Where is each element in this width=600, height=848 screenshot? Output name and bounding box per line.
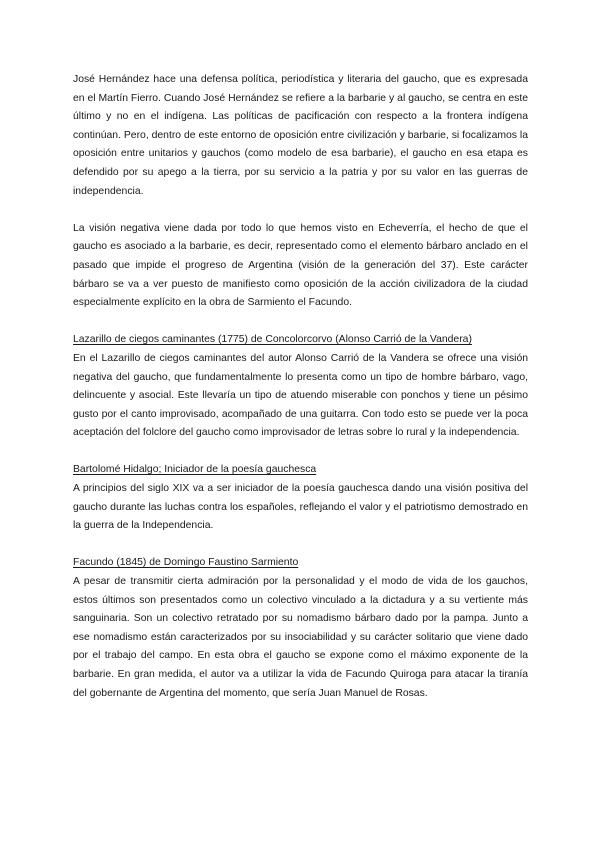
section-heading-lazarillo: Lazarillo de ciegos caminantes (1775) de Concolorcorvo (Alonso Carrió de la Vandera) <box>73 334 472 346</box>
paragraph-spacer <box>73 443 528 462</box>
document-page <box>73 71 528 703</box>
paragraph-spacer <box>73 201 528 220</box>
paragraph-spacer <box>73 313 528 332</box>
section-body-hidalgo: A principios del siglo XIX va a ser iniciador de la poesía gauchesca dando una visión positiva del gaucho durante las luchas contra los españoles, reflejando el valor y el patriotismo demostrado en la guerra de la Independencia. <box>73 483 528 532</box>
section-heading-facundo: Facundo (1845) de Domingo Faustino Sarmiento <box>73 557 299 569</box>
paragraph-spacer <box>73 536 528 555</box>
paragraph-vision-negativa: La visión negativa viene dada por todo lo que hemos visto en Echeverría, el hecho de que el gaucho es asociado a la barbarie, es decir, representado como el elemento bárbaro anclado en el pasado que impide el progreso de Argentina (visión de la generación del 37). Este carácter bárbaro se va a ver puesto de manifiesto como oposición de la acción civilizadora de la ciudad especialmente explícito en la obra de Sarmiento el Facundo. <box>73 222 528 309</box>
section-body-lazarillo: En el Lazarillo de ciegos caminantes del autor Alonso Carrió de la Vandera se ofrece una visión negativa del gaucho, que fundamentalmente lo presenta como un tipo de hombre bárbaro, vago, delincuente y asocial. Este llevaría un tipo de atuendo miserable con ponchos y tiene un pésimo gusto por el canto improvisado, acompañado de una guitarra. Con todo esto se puede ver la poca aceptación del folclore del gaucho como improvisador de letras sobre lo rural y la independencia. <box>73 352 528 439</box>
section-heading-hidalgo: Bartolomé Hidalgo; Iniciador de la poesía gauchesca <box>73 464 317 476</box>
section-body-facundo: A pesar de transmitir cierta admiración por la personalidad y el modo de vida de los gauchos, estos últimos son presentados como un colectivo vinculado a la dictadura y a su vertiente más sanguinaria. Son un colectivo retratado por su nomadismo bárbaro dado por la pampa. Junto a ese nomadismo están caracterizados por su insociabilidad y su carácter solitario que viene dado por el trabajo del campo. En esta obra el gaucho se expone como el máximo exponente de la barbarie. En gran medida, el autor va a utilizar la vida de Facundo Quiroga para atacar la tiranía del gobernante de Argentina del momento, que sería Juan Manuel de Rosas. <box>73 576 528 699</box>
paragraph-hernandez: José Hernández hace una defensa política, periodística y literaria del gaucho, que es expresada en el Martín Fierro. Cuando José Hernández se refiere a la barbarie y al gaucho, se centra en este último y no en el indígena. Las políticas de pacificación con respecto a la frontera indígena continúan. Pero, dentro de este entorno de oposición entre civilización y barbarie, si focalizamos la oposición entre unitarios y gauchos (como modelo de esa barbarie), el gaucho en esa etapa es defendido por su apego a la tierra, por su servicio a la patria y por su valor en las guerras de independencia. <box>73 74 528 197</box>
